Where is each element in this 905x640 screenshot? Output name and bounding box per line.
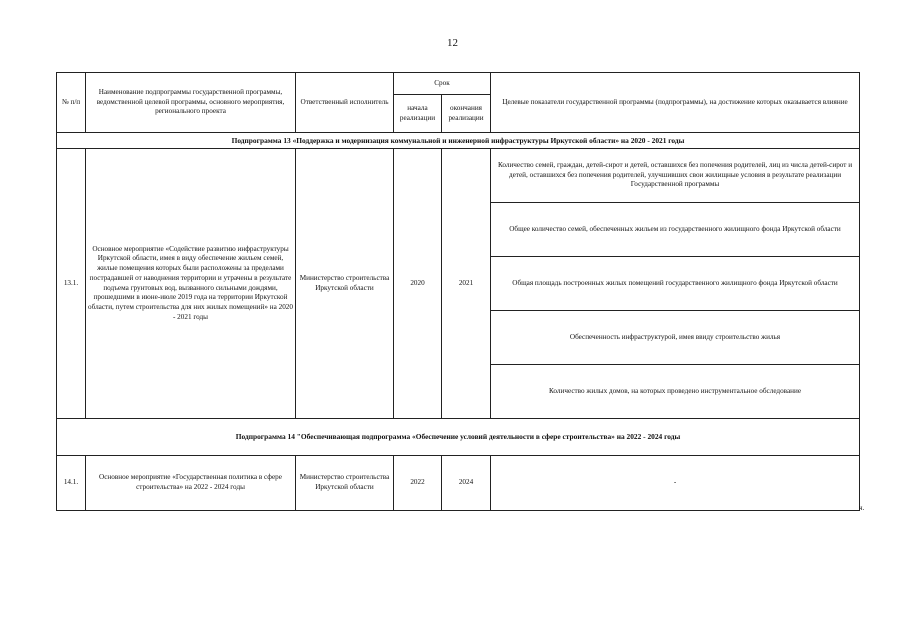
indicator-13-1-c: Общая площадь построенных жилых помещений государственного жилищного фонда Иркутской области — [491, 257, 860, 311]
header-name: Наименование подпрограммы государственной программы, ведомственной целевой программы, основного мероприятия, регионального проекта — [86, 73, 296, 133]
row-14-1-indicator: - — [491, 456, 860, 511]
indicator-13-1-b: Общее количество семей, обеспеченных жильем из государственного жилищного фонда Иркутской области — [491, 203, 860, 257]
section-13-title: Подпрограмма 13 «Поддержка и модернизация коммунальной и инженерной инфраструктуры Иркутской области» на 2020 - 2021 годы — [57, 133, 860, 149]
page-number: 12 — [447, 37, 458, 49]
row-14-1-num: 14.1. — [57, 456, 86, 511]
row-13-1-name: Основное мероприятие «Содействие развитию инфраструктуры Иркутской области, имея в виду обеспечение жильем семей, жилые помещения которых были расположены за пределами пострадавшей от наводнения территории и утрачены в результате подъема грунтовых вод, вызванного сильными дождями, прошедшими в июне-июле 2019 года на территории Иркутской области, путем строительства для них жилых помещений» на 2020 - 2021 годы — [86, 149, 296, 419]
header-term: Срок — [394, 73, 491, 95]
row-14-1-executor: Министерство строительства Иркутской области — [296, 456, 394, 511]
section-14-title: Подпрограмма 14 "Обеспечивающая подпрограмма «Обеспечение условий деятельности в сфере строительства» на 2022 - 2024 годы — [57, 419, 860, 456]
program-table — [56, 72, 860, 511]
row-13-1-start: 2020 — [394, 149, 442, 419]
row-13-1-end: 2021 — [442, 149, 491, 419]
header-indicators: Целевые показатели государственной программы (подпрограммы), на достижение которых оказывается влияние — [491, 73, 860, 133]
row-14-1-start: 2022 — [394, 456, 442, 511]
header-executor: Ответственный исполнитель — [296, 73, 394, 133]
row-14-1-name: Основное мероприятие «Государственная политика в сфере строительства» на 2022 - 2024 годы — [86, 456, 296, 511]
header-start: начала реализации — [394, 95, 442, 133]
header-end: окончания реализации — [442, 95, 491, 133]
indicator-13-1-e: Количество жилых домов, на которых проведено инструментальное обследование — [491, 365, 860, 419]
corner-mark: ч. — [859, 504, 865, 512]
row-13-1-num: 13.1. — [57, 149, 86, 419]
row-14-1-end: 2024 — [442, 456, 491, 511]
row-13-1-executor: Министерство строительства Иркутской области — [296, 149, 394, 419]
header-num: № п/п — [57, 73, 86, 133]
indicator-13-1-d: Обеспеченность инфраструктурой, имея ввиду строительство жилья — [491, 311, 860, 365]
indicator-13-1-a: Количество семей, граждан, детей-сирот и детей, оставшихся без попечения родителей, лиц из числа детей-сирот и детей, оставшихся без попечения родителей, улучшивших свои жилищные условия в результате реализации Государственной программы — [491, 149, 860, 203]
